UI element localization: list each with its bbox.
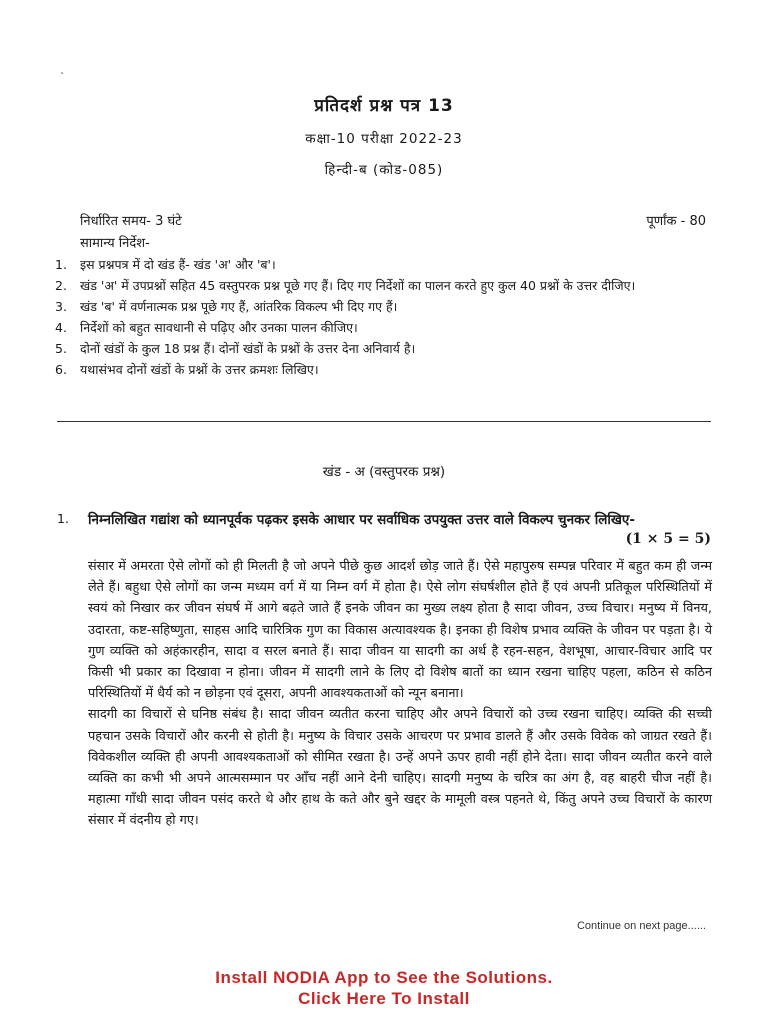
instruction-text: इस प्रश्नपत्र में दो खंड हैं- खंड 'अ' और 'ब'। [80, 257, 276, 272]
instruction-text: दोनों खंडों के कुल 18 प्रश्न हैं। दोनों खंडों के प्रश्नों के उत्तर देना अनिवार्य है। [80, 341, 416, 356]
instruction-text: खंड 'अ' में उपप्रश्नों सहित 45 वस्तुपरक प्रश्न पूछे गए हैं। दिए गए निर्देशों का पालन करते हुए कुल 40 प्रश्नों के उत्तर दीजिए। [80, 278, 636, 293]
passage-paragraph: संसार में अमरता ऐसे लोगों को ही मिलती है जो अपने पीछे कुछ आदर्श छोड़ जाते हैं। ऐसे महापुरुष सम्पन्न परिवार में बहुत कम ही जन्म लेते हैं। बहुधा ऐसे लोगों का जन्म मध्यम वर्ग में या निम्न वर्ग में होता है। ऐसे लोग संघर्षशील होते हैं एवं अपनी प्रतिकूल परिस्थितियों में स्वयं को निखार कर जीवन संघर्ष में आगे बढ़ते जाते हैं इनके जीवन का मुख्य लक्ष्य होता है सादा जीवन, उच्च विचार। मनुष्य में विनय, उदारता, कष्ट-सहिष्णुता, साहस आदि चारित्रिक गुण का विकास अत्यावश्यक है। इनका ही विशेष प्रभाव व्यक्ति के जीवन पर पड़ता है। ये गुण व्यक्ति को अहंकारहीन, सादा व सरल बनाते हैं। सादा जीवन या सादगी का अर्थ है रहन-सहन, वेशभूषा, आचार-विचार आदि पर किसी भी प्रकार का दिखावा न होना। जीवन में सादगी लाने के लिए दो विशेष बातों का ध्यान रखना चाहिए पहला, कठिन से कठिन परिस्थितियों में धैर्य को न छोड़ना एवं दूसरा, अपनी आवश्यकताओं को न्यून बनाना। [88, 559, 712, 702]
section-divider [57, 421, 711, 422]
comprehension-passage [88, 556, 712, 832]
instruction-number: 4. [55, 320, 67, 335]
instruction-item [55, 296, 715, 317]
max-marks: पूर्णांक - 80 [646, 214, 706, 229]
class-exam-line: कक्षा-10 परीक्षा 2022-23 [305, 131, 463, 147]
subject-line: हिन्दी-ब (कोड-085) [324, 162, 444, 178]
instruction-text: निर्देशों को बहुत सावधानी से पढ़िए और उनका पालन कीजिए। [80, 320, 358, 335]
question-text: निम्नलिखित गद्यांश को ध्यानपूर्वक पढ़कर इसके आधार पर सर्वाधिक उपयुक्त उत्तर वाले विकल्प चुनकर लिखिए- [88, 512, 635, 528]
section-heading: खंड - अ (वस्तुपरक प्रश्न) [322, 464, 446, 480]
instruction-number: 1. [55, 257, 67, 272]
instruction-number: 3. [55, 299, 67, 314]
instruction-number: 2. [55, 278, 67, 293]
question-number: 1. [57, 511, 69, 526]
install-app-banner[interactable]: Install NODIA App to See the Solutions. [215, 968, 553, 987]
instructions-heading: सामान्य निर्देश- [80, 236, 150, 251]
instruction-item [55, 254, 715, 275]
instructions-list [55, 254, 715, 380]
install-link[interactable]: Click Here To Install [298, 989, 470, 1008]
question-marks: (1 × 5 = 5) [625, 531, 711, 547]
instruction-item [55, 317, 715, 338]
passage-paragraph: सादगी का विचारों से घनिष्ठ संबंध है। सादा जीवन व्यतीत करना चाहिए और अपने विचारों को उच्च रखना चाहिए। व्यक्ति की सच्ची पहचान उसके विचारों और करनी से होती है। मनुष्य के विचार उसके आचरण पर प्रभाव डालते हैं और उसके विवेक को जाग्रत रखते हैं। विवेकशील व्यक्ति ही अपनी आवश्यकताओं को सीमित रखता है। उन्हें अपने ऊपर हावी नहीं होने देता। सादा जीवन व्यतीत करने वाले व्यक्ति का कभी भी अपने आत्मसम्मान पर आँच नहीं आने देनी चाहिए। सादगी मनुष्य के चरित्र का अंग है, वह बाहरी चीज नहीं है। महात्मा गाँधी सादा जीवन पसंद करते थे और हाथ के कते और बुने खद्दर के मामूली वस्त्र पहनते थे, किंतु अपने उच्च विचारों के कारण संसार में वंदनीय हो गए। [88, 707, 712, 829]
instruction-number: 6. [55, 362, 67, 377]
instruction-item [55, 359, 715, 380]
paper-title: प्रतिदर्श प्रश्न पत्र 13 [314, 96, 454, 116]
instruction-number: 5. [55, 341, 67, 356]
continue-note: Continue on next page...... [576, 920, 706, 932]
time-allowed: निर्धारित समय- 3 घंटे [80, 214, 182, 229]
instruction-text: यथासंभव दोनों खंडों के प्रश्नों के उत्तर क्रमशः लिखिए। [80, 362, 319, 377]
instruction-item [55, 275, 715, 296]
instruction-text: खंड 'ब' में वर्णनात्मक प्रश्न पूछे गए हैं, आंतरिक विकल्प भी दिए गए हैं। [80, 299, 398, 314]
instruction-item [55, 338, 715, 359]
stray-mark: ` [60, 72, 65, 83]
